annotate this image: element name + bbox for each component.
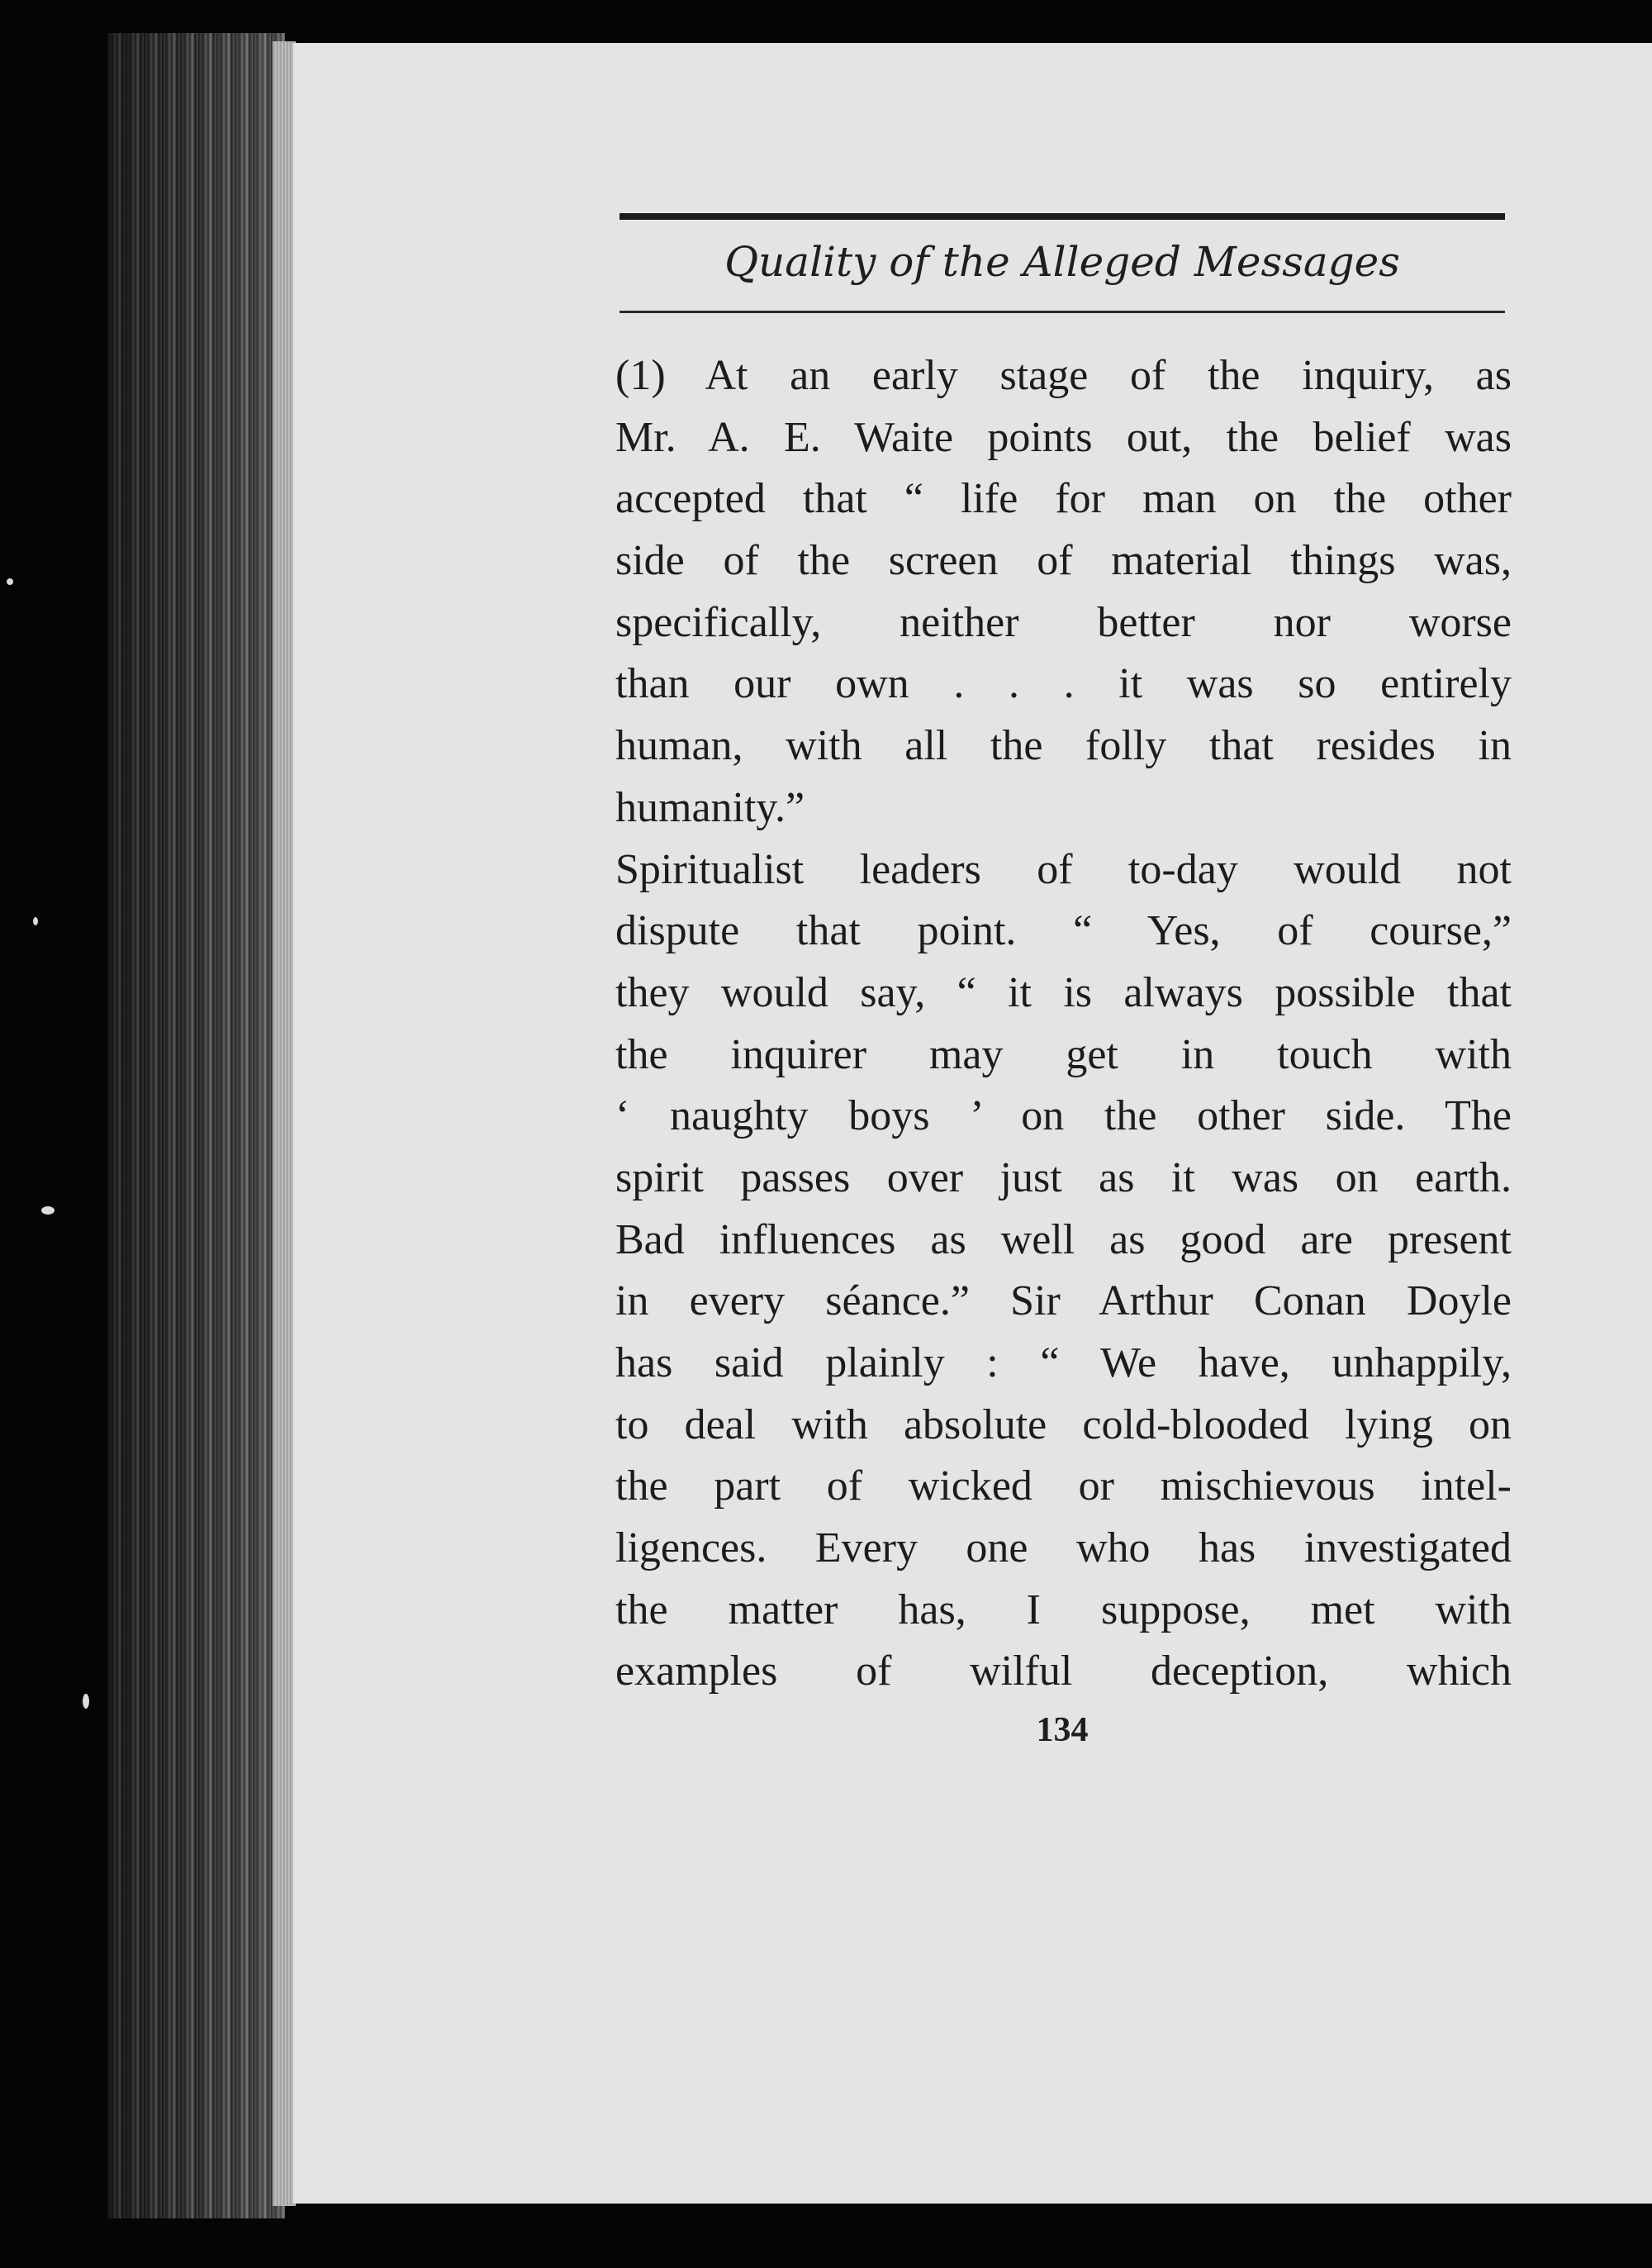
text-line: ligences. Every one who has investigated <box>615 1524 1512 1572</box>
text-line: the matter has, I suppose, met with <box>615 1586 1512 1633</box>
running-head: Quality of the Alleged Messages <box>724 238 1400 286</box>
dust-speck <box>33 917 38 925</box>
text-line: accepted that “ life for man on the other <box>615 475 1512 523</box>
page-edges <box>273 41 296 2206</box>
text-line: spirit passes over just as it was on earth. <box>615 1153 1512 1201</box>
text-line: humanity.” <box>615 783 805 831</box>
dust-speck <box>41 1206 55 1215</box>
text-line: they would say, “ it is always possible that <box>615 968 1512 1016</box>
text-line: the part of wicked or mischievous intel- <box>615 1462 1512 1510</box>
text-line: to deal with absolute cold-blooded lying on <box>615 1400 1512 1448</box>
text-line: dispute that point. “ Yes, of course,” <box>615 907 1512 955</box>
header-rule-top <box>620 213 1505 220</box>
spine-shadow <box>107 33 285 2218</box>
text-line: in every séance.” Sir Arthur Conan Doyle <box>615 1277 1512 1325</box>
text-line: than our own . . . it was so entirely <box>615 660 1512 708</box>
body-text <box>615 345 1512 1703</box>
text-line: Bad influences as well as good are present <box>615 1215 1512 1263</box>
text-line: ‘ naughty boys ’ on the other side. The <box>615 1092 1512 1140</box>
header-rule-bottom <box>620 311 1505 313</box>
text-line: the inquirer may get in touch with <box>615 1030 1512 1078</box>
page-number: 134 <box>1036 1711 1089 1749</box>
text-line: examples of wilful deception, which <box>615 1648 1512 1695</box>
text-line: Mr. A. E. Waite points out, the belief was <box>615 413 1512 461</box>
text-line: (1) At an early stage of the inquiry, as <box>615 352 1512 399</box>
dust-speck <box>83 1694 89 1709</box>
text-line: side of the screen of material things was, <box>615 537 1512 585</box>
dust-speck <box>7 578 13 585</box>
text-line: Spiritualist leaders of to-day would not <box>615 845 1512 893</box>
text-line: has said plainly : “ We have, unhappily, <box>615 1339 1512 1386</box>
text-line: specifically, neither better nor worse <box>615 598 1512 646</box>
text-line: human, with all the folly that resides in <box>615 722 1512 770</box>
